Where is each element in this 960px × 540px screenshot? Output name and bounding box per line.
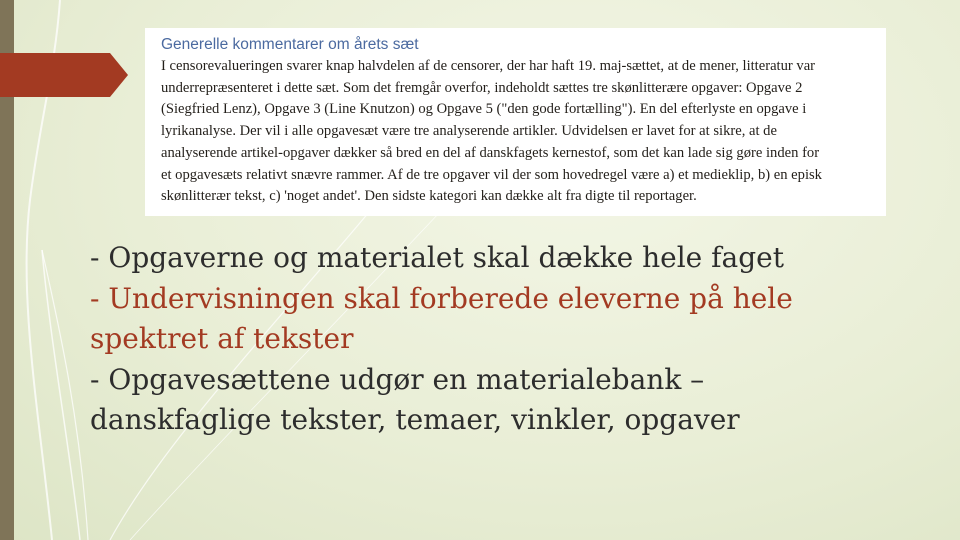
excerpt-image-box [145,28,886,216]
excerpt-line: et opgavesæts relativt snævre rammer. Af de tre opgaver vil der som hovedregel være a) et medieklip, b) en episk [161,166,822,183]
excerpt-line: skønlitterær tekst, c) 'noget andet'. Den sidste kategori kan dække alt fra digte til reportager. [161,188,697,205]
bullet-2-continuation: spektret af tekster [90,322,354,355]
bullet-3-continuation: danskfaglige tekster, temaer, vinkler, opgaver [90,403,740,436]
bullet-2: - Undervisningen skal forberede eleverne på hele [90,281,793,315]
excerpt-line: lyrikanalyse. Der vil i alle opgavesæt være tre analyserende artikler. Udvidelsen er lavet for at sikre, at de [161,123,777,140]
bullet-text-block [90,238,890,441]
excerpt-heading: Generelle kommentarer om årets sæt [161,36,419,53]
bullet-1: - Opgaverne og materialet skal dække hele faget [90,241,784,274]
red-arrow-tab [0,53,130,97]
excerpt-line: underrepræsenteret i dette sæt. Som det fremgår overfor, indeholdt sættes tre skønlitterære opgaver: Opgave 2 [161,79,803,96]
excerpt-body [161,56,876,208]
excerpt-line: I censorevalueringen svarer knap halvdelen af de censorer, der har haft 19. maj-sættet, at de mener, litteratur var [161,58,816,74]
excerpt-line: analyserende artikel-opgaver dækker så bred en del af danskfagets kernestof, som det kan lade sig gøre inden for [161,144,820,161]
excerpt-line: (Siegfried Lenz), Opgave 3 (Line Knutzon) og Opgave 5 ("den gode fortælling"). En del efterlyste en opgave i [161,101,807,118]
bullet-3: - Opgavesættene udgør en materialebank – [90,362,705,396]
